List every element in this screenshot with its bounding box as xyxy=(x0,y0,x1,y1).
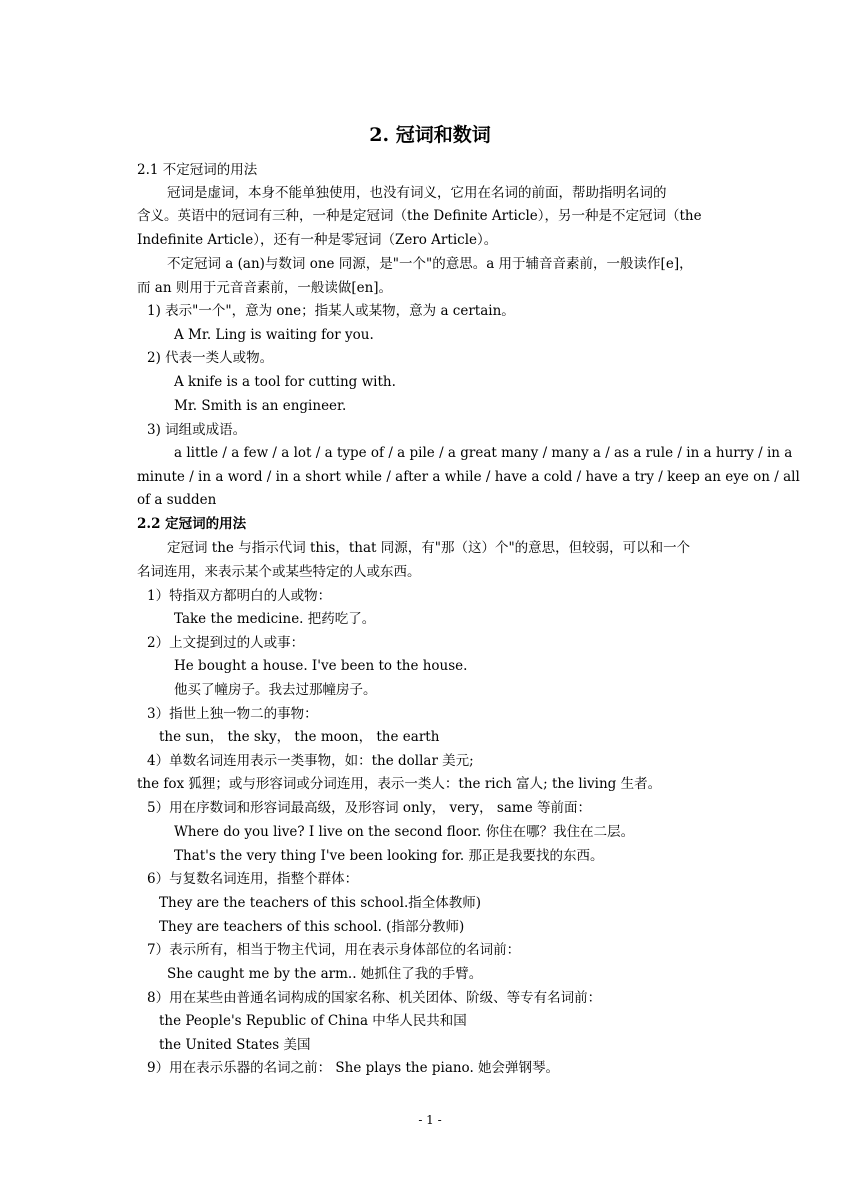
list-item: 5）用在序数词和形容词最高级，及形容词 only， very， same 等前面： xyxy=(147,800,591,816)
paragraph-line: 而 an 则用于元音音素前，一般读做[en]。 xyxy=(137,280,393,296)
example-line: Where do you live? I live on the second floor. 你住在哪？我住在二层。 xyxy=(174,824,635,840)
example-line: Take the medicine. 把药吃了。 xyxy=(174,611,376,627)
example-line: the sun， the sky， the moon， the earth xyxy=(159,729,440,745)
example-line: She caught me by the arm.. 她抓住了我的手臂。 xyxy=(167,966,483,982)
example-line: That's the very thing I've been looking for. 那正是我要找的东西。 xyxy=(174,848,604,864)
section-heading: 2.1 不定冠词的用法 xyxy=(137,162,258,178)
list-item: 2) 代表一类人或物。 xyxy=(147,350,274,366)
example-line: A knife is a tool for cutting with. xyxy=(174,374,396,390)
paragraph-line: 名词连用，来表示某个或某些特定的人或东西。 xyxy=(137,564,421,580)
example-line: 他买了幢房子。我去过那幢房子。 xyxy=(174,682,377,698)
list-item: 2）上文提到过的人或事： xyxy=(147,635,305,651)
page-title: 2. 冠词和数词 xyxy=(369,124,491,146)
example-line: the United States 美国 xyxy=(159,1037,311,1053)
list-item: 7）表示所有，相当于物主代词，用在表示身体部位的名词前： xyxy=(147,942,521,958)
example-line: A Mr. Ling is waiting for you. xyxy=(174,327,374,343)
paragraph-line: Indefinite Article），还有一种是零冠词（Zero Article）。 xyxy=(137,232,498,248)
list-item: 4）单数名词连用表示一类事物，如：the dollar 美元; xyxy=(147,753,474,769)
example-line: minute / in a word / in a short while / after a while / have a cold / have a try / keep an eye on / all xyxy=(137,469,800,485)
list-item: 3）指世上独一物二的事物： xyxy=(147,706,318,722)
list-item: 1) 表示"一个"，意为 one；指某人或某物，意为 a certain。 xyxy=(147,303,515,319)
example-line: He bought a house. I've been to the house. xyxy=(174,658,468,674)
example-line: Mr. Smith is an engineer. xyxy=(174,398,347,414)
list-item: 1）特指双方都明白的人或物： xyxy=(147,588,332,604)
section-heading: 2.2 定冠词的用法 xyxy=(137,516,247,532)
paragraph-line: 含义。英语中的冠词有三种，一种是定冠词（the Definite Article），另一种是不定冠词（the xyxy=(137,208,702,224)
example-line: They are teachers of this school. (指部分教师) xyxy=(159,919,465,935)
example-line: a little / a few / a lot / a type of / a pile / a great many / many a / as a rule / in a hurry / in a xyxy=(174,445,793,461)
list-item: 6）与复数名词连用，指整个群体： xyxy=(147,871,359,887)
list-item: 9）用在表示乐器的名词之前： She plays the piano. 她会弹钢琴。 xyxy=(147,1060,560,1076)
list-item: 8）用在某些由普通名词构成的国家名称、机关团体、阶级、等专有名词前： xyxy=(147,990,602,1006)
paragraph-line: 不定冠词 a (an)与数词 one 同源，是"一个"的意思。a 用于辅音音素前，一般读作[e]， xyxy=(167,256,693,272)
example-line: the People's Republic of China 中华人民共和国 xyxy=(159,1013,467,1029)
page-number: - 1 - xyxy=(418,1113,442,1127)
list-item: the fox 狐狸；或与形容词或分词连用，表示一类人：the rich 富人; the living 生者。 xyxy=(137,776,662,792)
paragraph-line: 冠词是虚词，本身不能单独使用，也没有词义，它用在名词的前面，帮助指明名词的 xyxy=(167,185,667,201)
list-item: 3) 词组或成语。 xyxy=(147,422,247,438)
example-line: They are the teachers of this school.指全体教师) xyxy=(159,895,482,911)
example-line: of a sudden xyxy=(137,492,217,508)
paragraph-line: 定冠词 the 与指示代词 this，that 同源，有"那（这）个"的意思，但较弱，可以和一个 xyxy=(167,540,691,556)
